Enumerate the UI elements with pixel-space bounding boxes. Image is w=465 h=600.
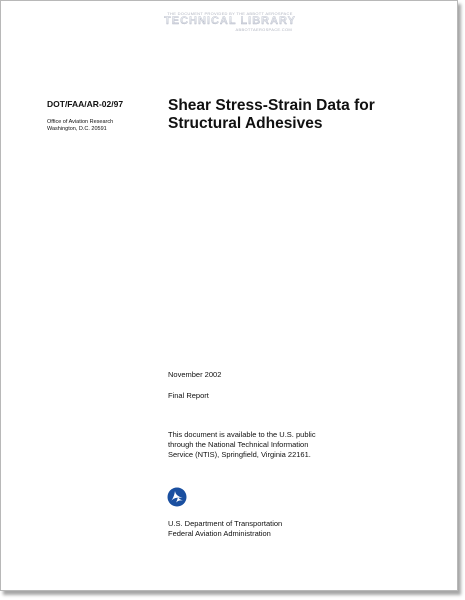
document-title (168, 97, 375, 133)
office-block (47, 119, 113, 133)
publication-date: November 2002 (168, 370, 222, 379)
title-line-1: Shear Stress-Strain Data for (168, 97, 375, 114)
availability-line-3: Service (NTIS), Springfield, Virginia 22161. (168, 450, 311, 459)
watermark-title: TECHNICAL LIBRARY (164, 15, 296, 27)
report-type: Final Report (168, 391, 209, 400)
agency-line-1: U.S. Department of Transportation (168, 519, 283, 528)
technical-library-watermark (164, 11, 296, 37)
office-line-2: Washington, D.C. 20591 (47, 126, 107, 132)
office-line-1: Office of Aviation Research (47, 119, 114, 125)
dot-logo-icon (167, 487, 187, 507)
agency-block (168, 519, 282, 539)
report-number: DOT/FAA/AR-02/97 (47, 99, 124, 109)
watermark-url: ABBOTTAEROSPACE.COM (235, 27, 292, 32)
availability-line-1: This document is available to the U.S. public (168, 430, 316, 439)
title-line-2: Structural Adhesives (168, 115, 323, 132)
agency-line-2: Federal Aviation Administration (168, 529, 271, 538)
availability-line-2: through the National Technical Information (168, 440, 309, 449)
availability-statement (168, 430, 316, 460)
watermark-top-line: THE DOCUMENT PROVIDED BY THE ABBOTT AEROSPACE (167, 11, 293, 16)
